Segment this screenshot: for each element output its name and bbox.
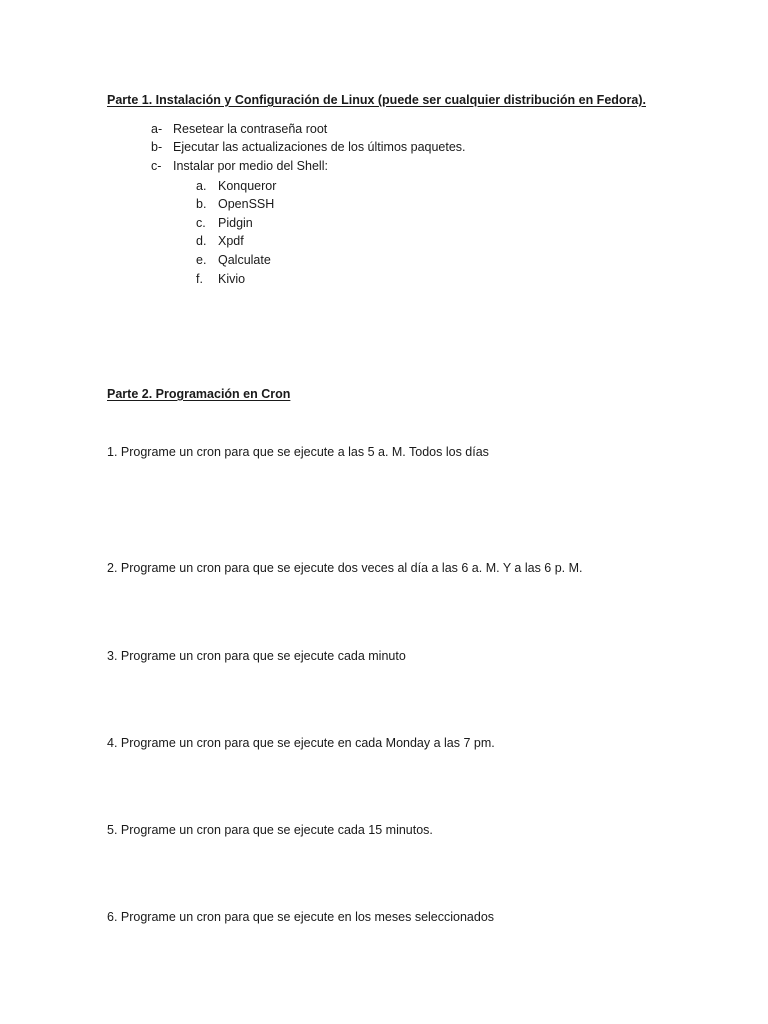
part2-heading: Parte 2. Programación en Cron [107,387,291,401]
list-item-marker: b- [151,140,163,154]
sublist-item-text: Xpdf [218,234,244,248]
sublist-item-text: Qalculate [218,253,271,267]
question-item: 4. Programe un cron para que se ejecute en cada Monday a las 7 pm. [107,736,495,750]
sublist-item-marker: c. [196,216,206,230]
sublist-item-marker: e. [196,253,207,267]
sublist-item-marker: b. [196,197,207,211]
sublist-item-marker: d. [196,234,207,248]
sublist-item-marker: f. [196,272,203,286]
question-item: 6. Programe un cron para que se ejecute en los meses seleccionados [107,910,495,924]
list-item-marker: c- [151,159,162,173]
list-item-marker: a- [151,122,163,136]
question-item: 5. Programe un cron para que se ejecute cada 15 minutos. [107,823,433,837]
list-item-text: Instalar por medio del Shell: [173,159,328,173]
list-item-text: Ejecutar las actualizaciones de los últimos paquetes. [173,140,466,154]
sublist-item-marker: a. [196,179,207,193]
question-item: 2. Programe un cron para que se ejecute dos veces al día a las 6 a. M. Y a las 6 p. M. [107,561,583,575]
question-item: 3. Programe un cron para que se ejecute cada minuto [107,649,406,663]
sublist-item-text: Pidgin [218,216,253,230]
part1-heading: Parte 1. Instalación y Configuración de Linux (puede ser cualquier distribución en Fedora). [107,93,646,107]
question-item: 1. Programe un cron para que se ejecute a las 5 a. M. Todos los días [107,445,489,459]
sublist-item-text: Kivio [218,272,246,286]
sublist-item-text: Konqueror [218,179,277,193]
sublist-item-text: OpenSSH [218,197,275,211]
list-item-text: Resetear la contraseña root [173,122,328,136]
